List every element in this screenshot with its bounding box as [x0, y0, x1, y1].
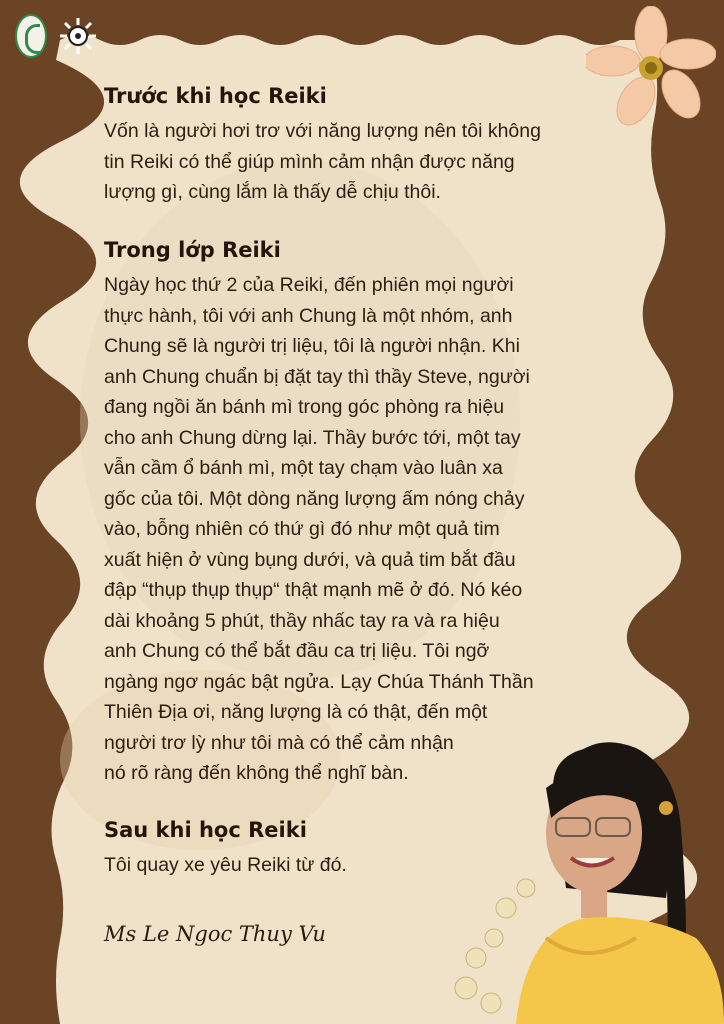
text-line: đang ngồi ăn bánh mì trong góc phòng ra hiệu [104, 396, 505, 418]
text-line: Chung sẽ là người trị liệu, tôi là người nhận. Khi [104, 335, 520, 357]
text-line: thực hành, tôi với anh Chung là một nhóm, anh [104, 304, 513, 327]
portrait-photo [436, 738, 724, 1024]
text-line: vẫn cầm ổ bánh mì, một tay chạm vào luân xa [104, 457, 503, 479]
section-heading: Trong lớp Reiki [104, 238, 281, 262]
text-line: cho anh Chung dừng lại. Thầy bước tới, một tay [104, 426, 521, 449]
text-line: dài khoảng 5 phút, thầy nhấc tay ra và ra hiệu [104, 609, 500, 632]
text-line: Ngày học thứ 2 của Reiki, đến phiên mọi người [104, 274, 514, 296]
text-line: Tôi quay xe yêu Reiki từ đó. [104, 854, 347, 876]
text-line: người trơ lỳ như tôi mà có thể cảm nhận [104, 731, 454, 754]
text-line: tin Reiki có thể giúp mình cảm nhận được năng [104, 150, 515, 173]
section-heading: Trước khi học Reiki [104, 84, 327, 108]
text-line: nó rõ ràng đến không thể nghĩ bàn. [104, 762, 409, 784]
text-line: Vốn là người hơi trơ với năng lượng nên tôi không [104, 120, 541, 142]
text-line: lượng gì, cùng lắm là thấy dễ chịu thôi. [104, 181, 441, 203]
text-line: gốc của tôi. Một dòng năng lượng ấm nóng chảy [104, 487, 525, 510]
article-content [104, 84, 628, 876]
reiki-logo-icon [15, 14, 47, 58]
section-paragraph [104, 116, 628, 208]
text-line: anh Chung chuẩn bị đặt tay thì thầy Steve, người [104, 365, 530, 388]
section-during-reiki [104, 238, 628, 789]
text-line: ngàng ngơ ngác bật ngửa. Lạy Chúa Thánh Thần [104, 670, 534, 693]
text-line: vào, bỗng nhiên có thứ gì đó như một quả tim [104, 518, 500, 540]
text-line: đập “thụp thụp thụp“ thật mạnh mẽ ở đó. Nó kéo [104, 579, 523, 601]
section-paragraph [104, 270, 628, 789]
text-line: xuất hiện ở vùng bụng dưới, và quả tim bắt đầu [104, 548, 516, 571]
section-heading: Sau khi học Reiki [104, 818, 307, 842]
text-line: Thiên Địa ơi, năng lượng là có thật, đến một [104, 701, 488, 723]
text-line: anh Chung có thể bắt đầu ca trị liệu. Tôi ngỡ [104, 640, 490, 662]
section-before-reiki [104, 84, 628, 208]
author-signature: Ms Le Ngoc Thuy Vu [104, 922, 326, 946]
sun-hand-logo-icon [58, 16, 98, 56]
